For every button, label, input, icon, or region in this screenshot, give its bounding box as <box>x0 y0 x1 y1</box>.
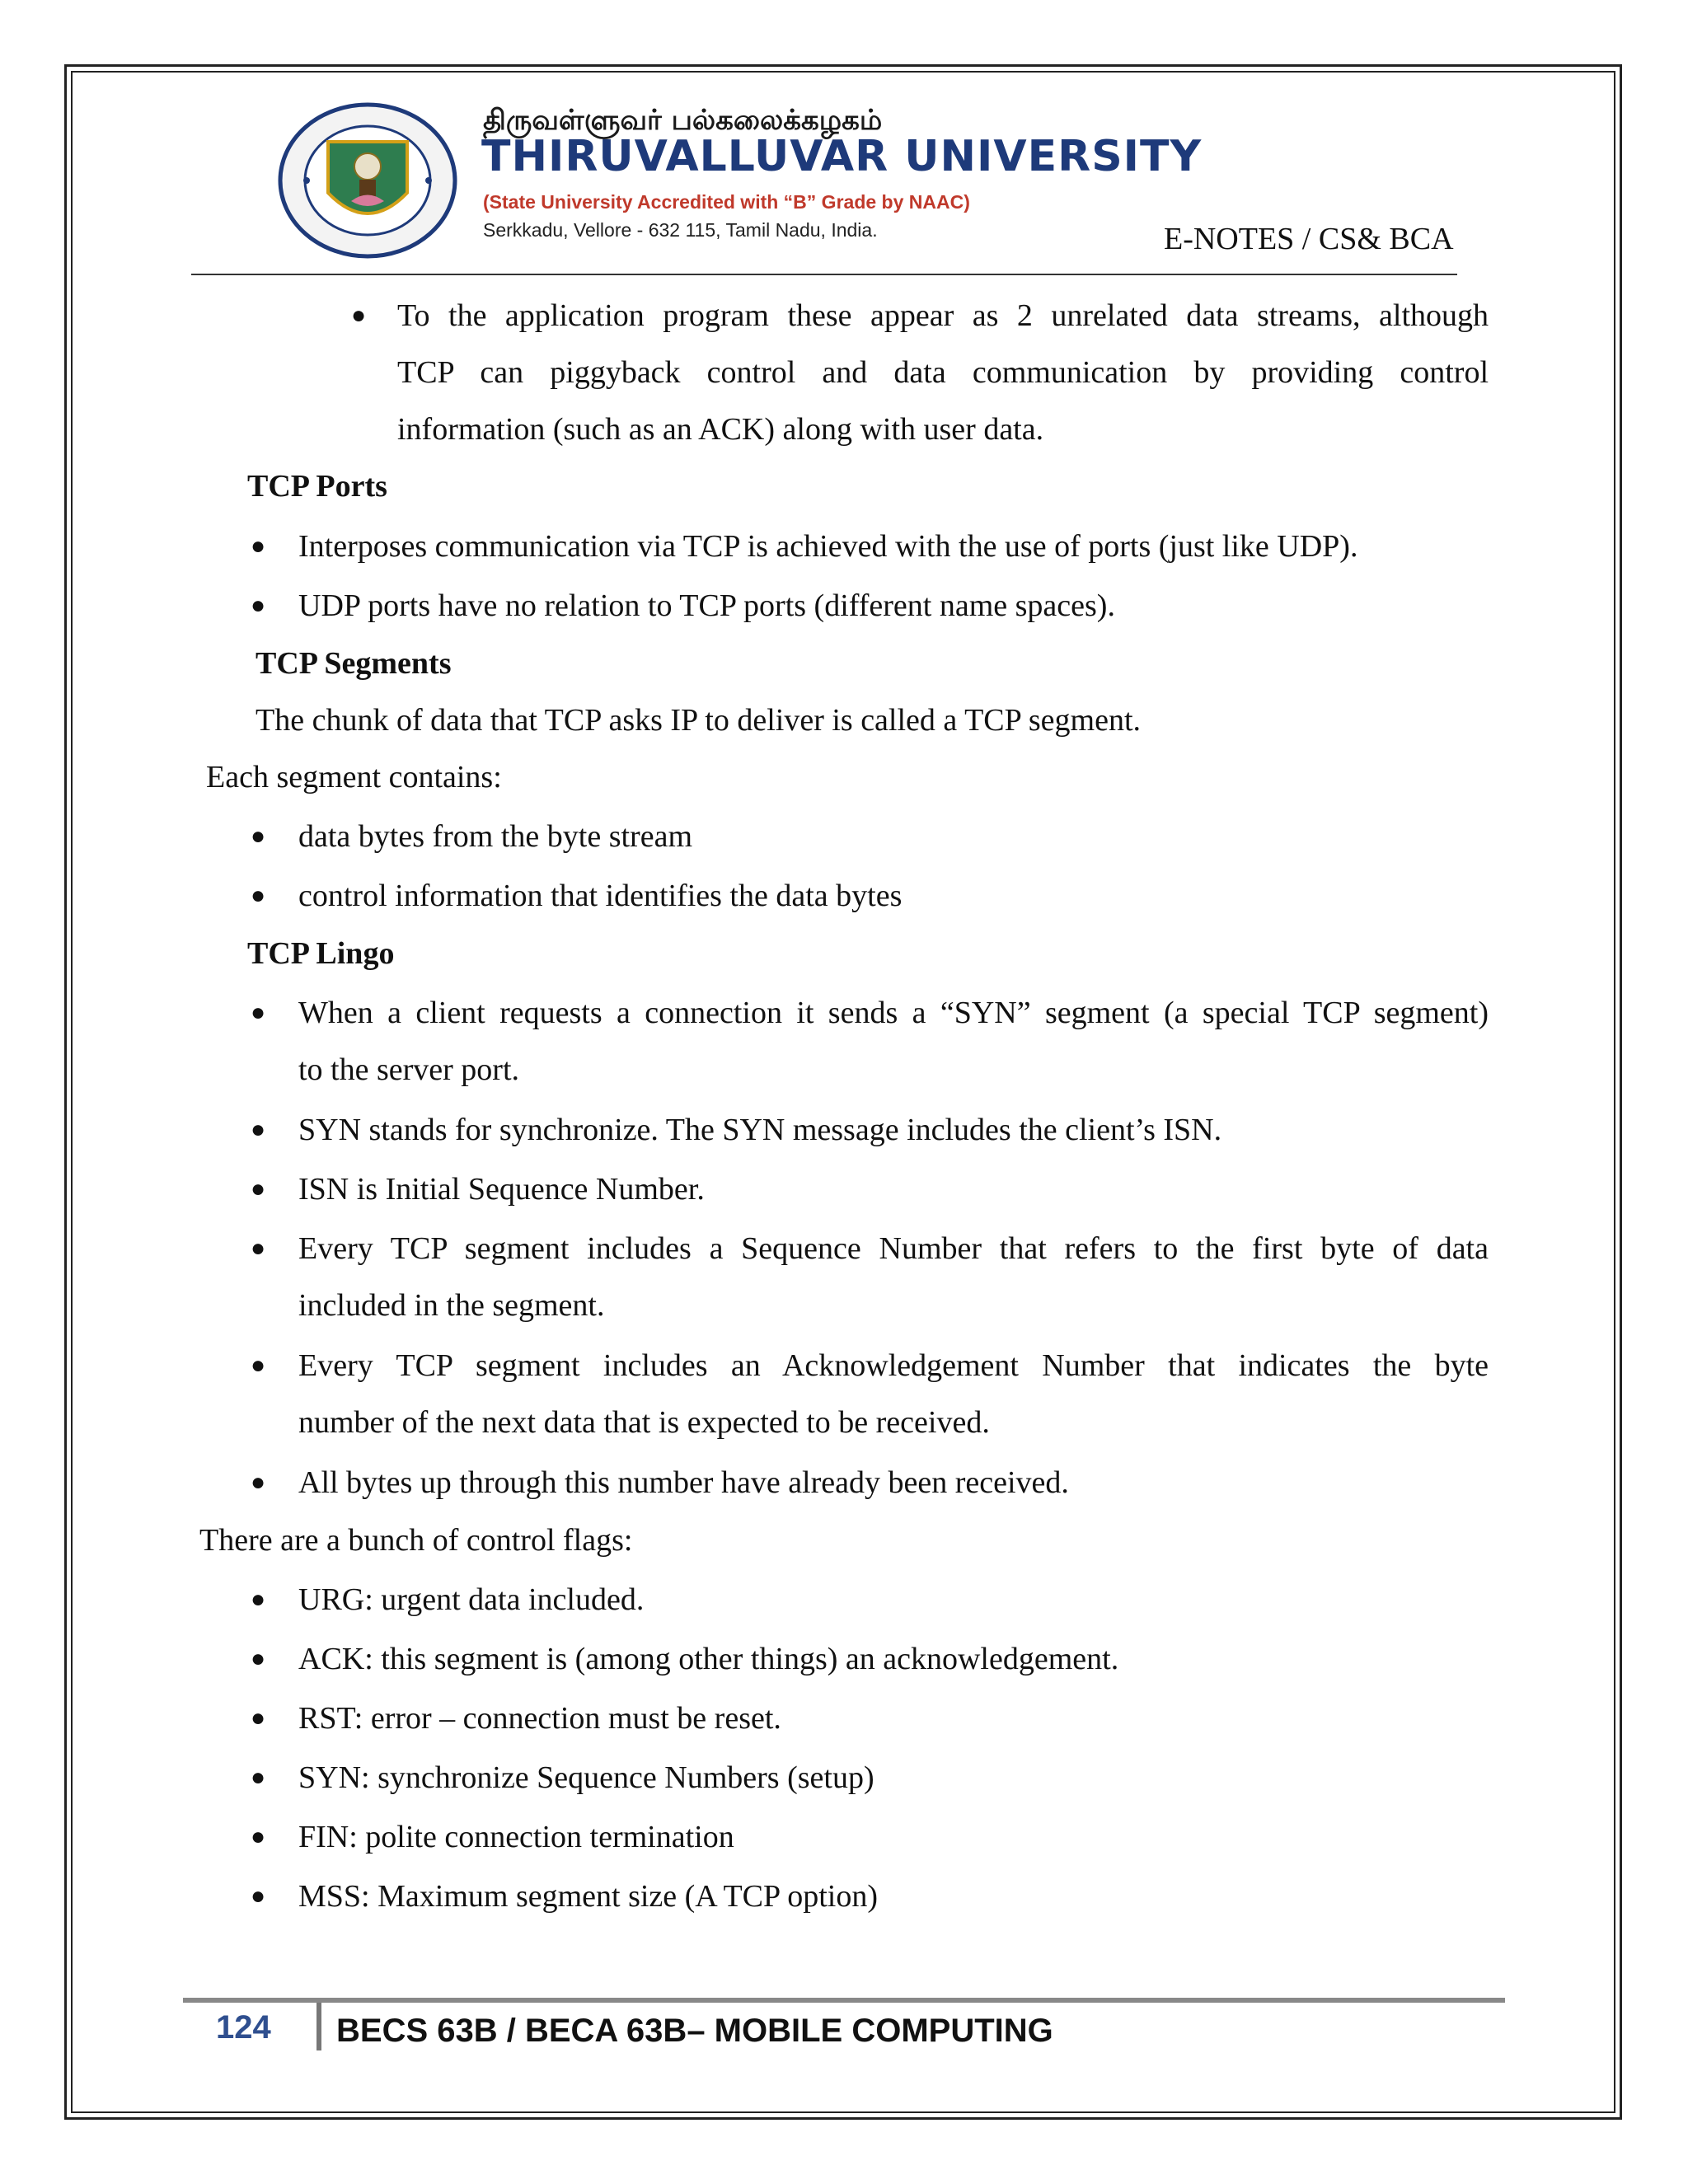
segment-item: data bytes from the byte stream <box>298 819 693 854</box>
bullet-icon: ● <box>251 1175 266 1202</box>
bullet-icon: ● <box>251 882 266 909</box>
footer-separator <box>316 2003 321 2050</box>
address-line: Serkkadu, Vellore - 632 115, Tamil Nadu, India. <box>483 219 878 241</box>
bullet-icon: ● <box>251 1469 266 1496</box>
segment-item: control information that identifies the data bytes <box>298 879 903 913</box>
university-name: THIRUVALLUVAR UNIVERSITY <box>481 132 1203 181</box>
header-divider <box>191 274 1457 275</box>
footer-divider <box>183 1998 1505 2003</box>
bullet-icon: ● <box>251 1823 266 1850</box>
bullet-icon: ● <box>251 592 266 619</box>
university-name-tamil: திருவள்ளுவர் பல்கலைக்கழகம் <box>483 104 883 137</box>
lingo-item-cont: number of the next data that is expected to be received. <box>298 1405 990 1440</box>
flag-item: MSS: Maximum segment size (A TCP option) <box>298 1879 879 1914</box>
lingo-item: Every TCP segment includes a Sequence Number that refers to the first byte of data <box>298 1231 1489 1266</box>
tcp-ports-heading: TCP Ports <box>247 469 387 504</box>
lingo-item-cont: to the server port. <box>298 1052 520 1087</box>
bullet-icon: ● <box>251 1882 266 1910</box>
tcp-segments-text: The chunk of data that TCP asks IP to deliver is called a TCP segment. <box>256 703 1142 738</box>
flag-item: FIN: polite connection termination <box>298 1820 734 1854</box>
bullet-icon: ● <box>251 823 266 850</box>
lingo-item: ISN is Initial Sequence Number. <box>298 1172 705 1207</box>
each-segment-label: Each segment contains: <box>206 760 502 794</box>
lingo-item: Every TCP segment includes an Acknowledgement Number that indicates the byte <box>298 1348 1489 1383</box>
enotes-label: E-NOTES / CS& BCA <box>1164 222 1454 256</box>
bullet-icon: ● <box>251 1116 266 1143</box>
flag-item: ACK: this segment is (among other things) an acknowledgement. <box>298 1642 1119 1676</box>
bullet-icon: ● <box>251 999 266 1026</box>
lingo-item: All bytes up through this number have already been received. <box>298 1465 1069 1500</box>
flags-intro: There are a bunch of control flags: <box>199 1523 633 1558</box>
tcp-lingo-heading: TCP Lingo <box>247 936 395 971</box>
intro-line-1: To the application program these appear as 2 unrelated data streams, although <box>397 298 1489 333</box>
intro-line-3: information (such as an ACK) along with user data. <box>397 412 1044 447</box>
page-number: 124 <box>216 2009 271 2046</box>
course-title: BECS 63B / BECA 63B– MOBILE COMPUTING <box>336 2013 1053 2049</box>
lingo-item: When a client requests a connection it sends a “SYN” segment (a special TCP segment) <box>298 996 1489 1030</box>
bullet-icon: ● <box>251 1586 266 1613</box>
lingo-item-cont: included in the segment. <box>298 1288 605 1323</box>
flag-item: SYN: synchronize Sequence Numbers (setup) <box>298 1760 874 1795</box>
university-logo <box>277 102 458 259</box>
accreditation-line: (State University Accredited with “B” Grade by NAAC) <box>483 191 970 213</box>
bullet-icon: ● <box>251 1645 266 1672</box>
lingo-item: SYN stands for synchronize. The SYN message includes the client’s ISN. <box>298 1113 1222 1147</box>
intro-line-2: TCP can piggyback control and data communication by providing control <box>397 355 1489 390</box>
tcp-ports-item: UDP ports have no relation to TCP ports (different name spaces). <box>298 588 1115 623</box>
bullet-icon: ● <box>251 1764 266 1791</box>
bullet-icon: ● <box>251 1704 266 1732</box>
bullet-icon: ● <box>251 1235 266 1262</box>
bullet-icon: ● <box>251 1352 266 1379</box>
flag-item: RST: error – connection must be reset. <box>298 1701 781 1736</box>
flag-item: URG: urgent data included. <box>298 1582 645 1617</box>
bullet-icon: ● <box>251 532 266 560</box>
tcp-segments-heading: TCP Segments <box>256 646 452 681</box>
tcp-ports-item: Interposes communication via TCP is achieved with the use of ports (just like UDP). <box>298 529 1358 564</box>
bullet-icon: ● <box>351 302 367 329</box>
